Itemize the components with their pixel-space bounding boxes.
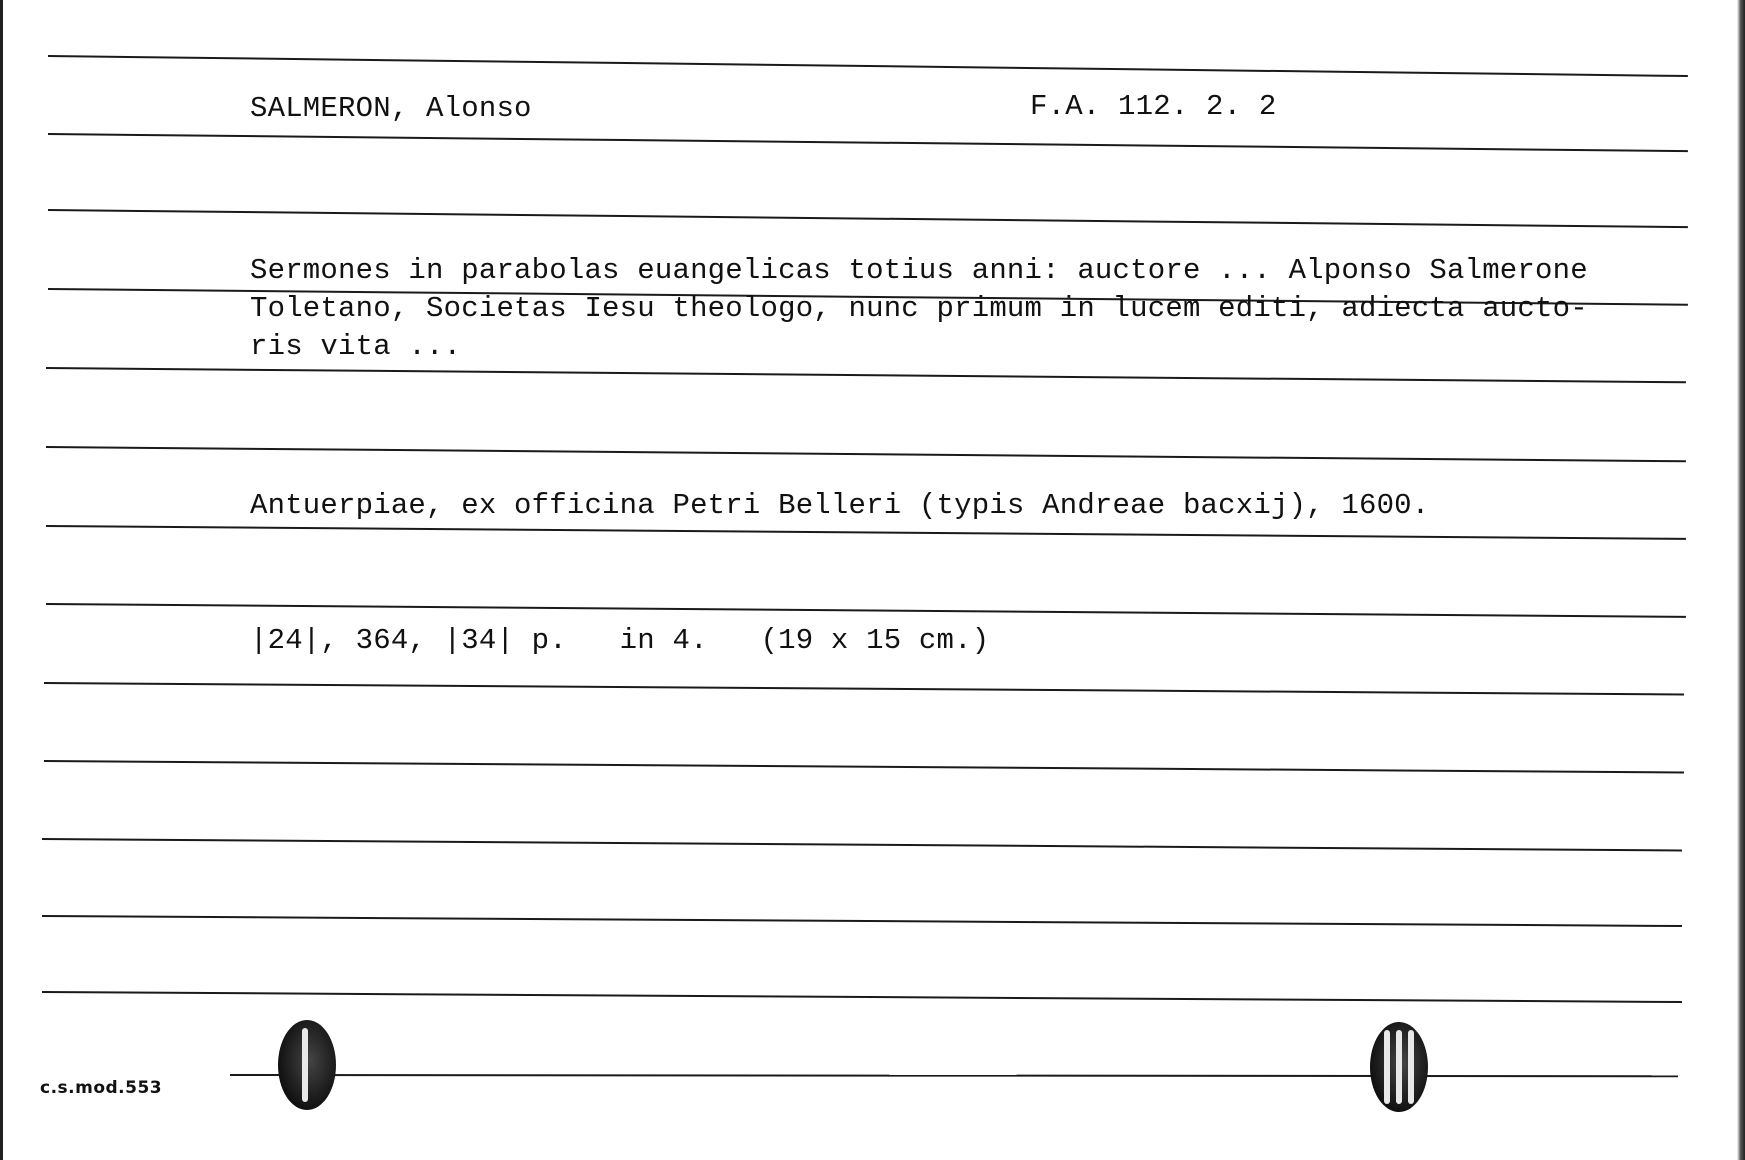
shelfmark: F.A. 112. 2. 2 xyxy=(1030,90,1277,123)
ruled-line xyxy=(42,838,1682,851)
punch-hole-left xyxy=(278,1020,336,1110)
ruled-line xyxy=(46,525,1686,540)
ruled-line xyxy=(46,367,1686,383)
ruled-line xyxy=(42,991,1682,1003)
title-line: ris vita ... xyxy=(250,330,462,363)
ruled-line xyxy=(46,603,1686,618)
imprint: Antuerpiae, ex officina Petri Belleri (typis Andreae bacxij), 1600. xyxy=(250,489,1430,522)
ruled-line xyxy=(48,209,1688,228)
ruled-line xyxy=(48,55,1688,77)
ruled-line xyxy=(44,682,1684,695)
collation: |24|, 364, |34| p. in 4. (19 x 15 cm.) xyxy=(250,624,990,657)
title-line: Sermones in parabolas euangelicas totius anni: auctore ... Alponso Salmerone xyxy=(250,254,1588,287)
form-code: c.s.mod.553 xyxy=(40,1078,163,1098)
ruled-line xyxy=(48,133,1688,152)
ruled-line xyxy=(42,915,1682,927)
ruled-line xyxy=(44,760,1684,773)
ruled-line xyxy=(46,446,1686,462)
ruled-line xyxy=(230,1074,1678,1077)
card-right-edge xyxy=(1737,0,1745,1160)
card-left-edge xyxy=(0,0,3,1160)
author-heading: SALMERON, Alonso xyxy=(250,92,532,125)
title-line: Toletano, Societas Iesu theologo, nunc primum in lucem editi, adiecta aucto- xyxy=(250,292,1588,325)
punch-hole-right xyxy=(1370,1022,1428,1112)
